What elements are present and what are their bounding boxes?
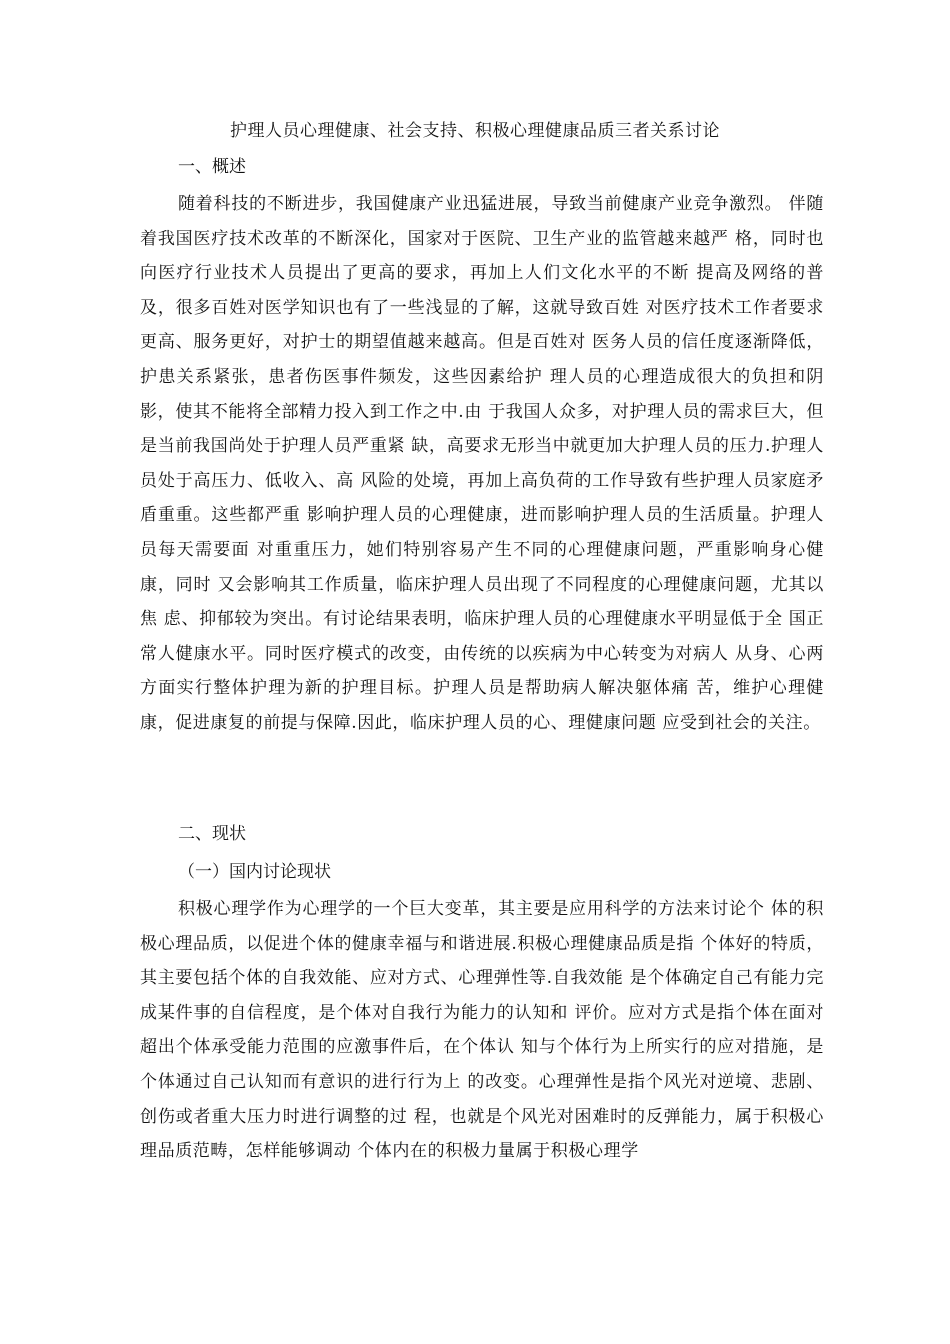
subsection-heading-domestic: （一）国内讨论现状 [178,862,331,882]
document-title: 护理人员心理健康、社会支持、积极心理健康品质三者关系讨论 [230,121,720,141]
paragraph-domestic-research: 积极心理学作为心理学的一个巨大变革，其主要是应用科学的方法来讨论个 体的积极心理品质，以促进个体的健康幸福与和谐进展.积极心理健康品质是指 个体好的特质，其主要包括个体的自我效能、应对方式、心理弹性等.自我效能 是个体确定自己有能力完成某件事的自信程度，是个体对自我行为能力的认知和 评价。应对方式是指个体在面对超出个体承受能力范围的应激事件后，在个体认 知与个体行为上所实行的应对措施，是个体通过自己认知而有意识的进行行为上 的改变。心理弹性是指个风光对逆境、悲剧、创伤或者重大压力时进行调整的过 程，也就是个风光对困难时的反弹能力，属于积极心理品质范畴，怎样能够调动 个体内在的积极力量属于积极心理学 [140,899,824,1162]
paragraph-overview: 随着科技的不断进步，我国健康产业迅猛进展，导致当前健康产业竞争激烈。 伴随着我国医疗技术改革的不断深化，国家对于医院、卫生产业的监管越来越严 格，同时也向医疗行业技术人员提出了更高的要求，再加上人们文化水平的不断 提高及网络的普及，很多百姓对医学知识也有了一些浅显的了解，这就导致百姓 对医疗技术工作者要求更高、服务更好，对护士的期望值越来越高。但是百姓对 医务人员的信任度逐渐降低，护患关系紧张，患者伤医事件频发，这些因素给护 理人员的心理造成很大的负担和阴影，使其不能将全部精力投入到工作之中.由 于我国人众多，对护理人员的需求巨大，但是当前我国尚处于护理人员严重紧 缺，高要求无形当中就更加大护理人员的压力.护理人员处于高压力、低收入、高 风险的处境，再加上高负荷的工作导致有些护理人员家庭矛盾重重。这些都严重 影响护理人员的心理健康，进而影响护理人员的生活质量。护理人员每天需要面 对重重压力，她们特别容易产生不同的心理健康问题，严重影响身心健康，同时 又会影响其工作质量，临床护理人员出现了不同程度的心理健康问题，尤其以焦 虑、抑郁较为突出。有讨论结果表明，临床护理人员的心理健康水平明显低于全 国正常人健康水平。同时医疗模式的改变，由传统的以疾病为中心转变为对病人 从身、心两方面实行整体护理为新的护理目标。护理人员是帮助病人解决躯体痛 苦，维护心理健康，促进康复的前提与保障.因此，临床护理人员的心、理健康问题 应受到社会的关注。 [140,194,824,733]
section-heading-status: 二、现状 [178,824,246,844]
section-heading-overview: 一、概述 [178,157,246,177]
